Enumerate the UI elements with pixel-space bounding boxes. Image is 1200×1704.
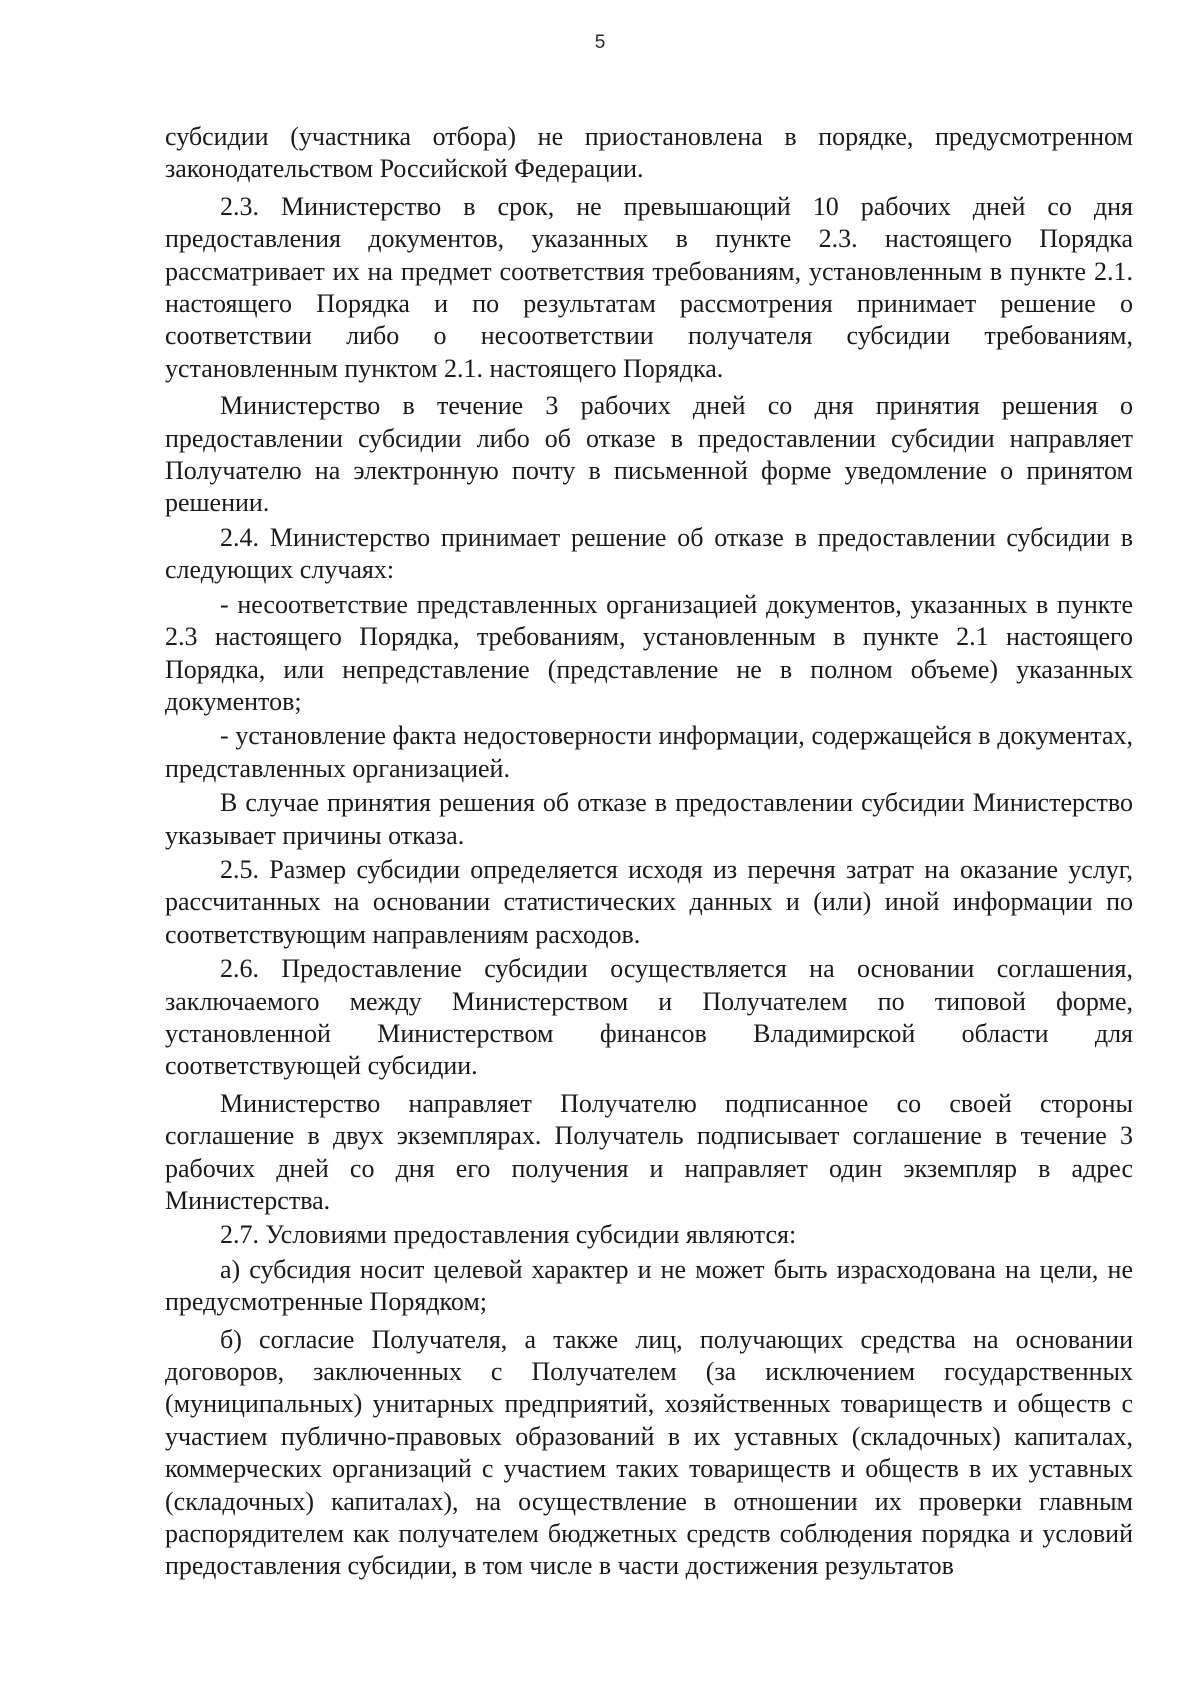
paragraph-notification: Министерство в течение 3 рабочих дней со дня принятия решения о предоставлении субсидии либо об отказе в предоставлении субсидии направляет Получателю на электронную почту в письменной форме уведомление о принятом решении. <box>165 391 1133 518</box>
page-number: 5 <box>594 32 606 53</box>
paragraph-continuation: субсидии (участника отбора) не приостановлена в порядке, предусмотренном законодательством Российской Федерации. <box>165 122 1133 184</box>
paragraph-2-4: 2.4. Министерство принимает решение об отказе в предоставлении субсидии в следующих случаях: <box>165 522 1133 585</box>
paragraph-2-3: 2.3. Министерство в срок, не превышающий 10 рабочих дней со дня предоставления документов, указанных в пункте 2.3. настоящего Порядка рассматривает их на предмет соответствия требованиям, установленным в пункте 2.1. настоящего Порядка и по результатам рассмотрения принимает решение о соответствии либо о несоответствии получателя субсидии требованиям, установленным пунктом 2.1. настоящего Порядка. <box>165 191 1133 383</box>
list-item-inaccuracy: - установление факта недостоверности информации, содержащейся в документах, представленных организацией. <box>165 721 1133 783</box>
paragraph-2-7: 2.7. Условиями предоставления субсидии являются: <box>220 1220 797 1250</box>
document-body <box>165 121 1133 1583</box>
paragraph-agreement: Министерство направляет Получателю подписанное со своей стороны соглашение в двух экземплярах. Получатель подписывает соглашение в течение 3 рабочих дней со дня его получения и направляет один экземпляр в адрес Министерства. <box>165 1088 1133 1215</box>
paragraph-2-6: 2.6. Предоставление субсидии осуществляется на основании соглашения, заключаемого между Министерством и Получателем по типовой форме, установленной Министерством финансов Владимирской области для соответствующей субсидии. <box>165 954 1133 1081</box>
list-item-a: а) субсидия носит целевой характер и не может быть израсходована на цели, не предусмотренные Порядком; <box>165 1254 1133 1317</box>
list-item-b: б) согласие Получателя, а также лиц, получающих средства на основании договоров, заключенных с Получателем (за исключением государственных (муниципальных) унитарных предприятий, хозяйственных товариществ и обществ с участием публично-правовых образований в их уставных (складочных) капиталах, коммерческих организаций с участием таких товариществ и обществ в их уставных (складочных) капиталах), на осуществление в отношении их проверки главным распорядителем как получателем бюджетных средств соблюдения порядка и условий предоставления субсидии, в том числе в части достижения результатов <box>165 1324 1133 1581</box>
paragraph-2-5: 2.5. Размер субсидии определяется исходя из перечня затрат на оказание услуг, рассчитанных на основании статистических данных и (или) иной информации по соответствующим направлениям расходов. <box>165 854 1133 949</box>
paragraph-refusal-reasons: В случае принятия решения об отказе в предоставлении субсидии Министерство указывает причины отказа. <box>165 788 1133 850</box>
list-item-nonconformity: - несоответствие представленных организацией документов, указанных в пункте 2.3 настоящего Порядка, требованиям, установленным в пункте 2.1 настоящего Порядка, или непредставление (представление не в полном объеме) указанных документов; <box>165 589 1133 716</box>
